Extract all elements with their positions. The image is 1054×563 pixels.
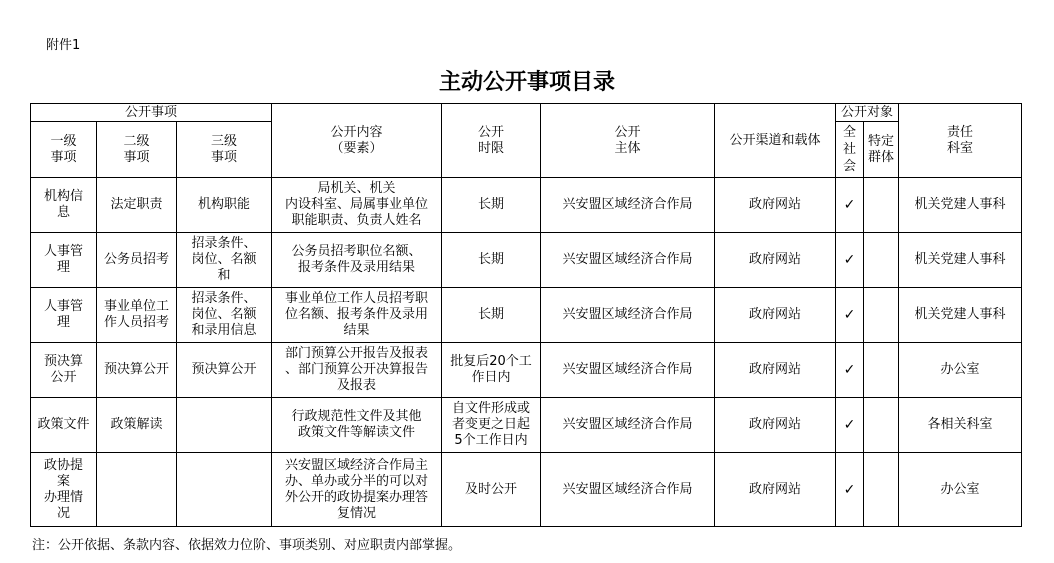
target-specific-cell: [864, 453, 899, 527]
header-channel: 公开渠道和载体: [715, 104, 836, 178]
level2-cell: 公务员招考: [97, 233, 177, 288]
dept-cell: 办公室: [899, 343, 1022, 398]
target-specific-cell: [864, 288, 899, 343]
subject-cell: 兴安盟区域经济合作局: [541, 398, 715, 453]
time-limit-cell: 批复后20个工 作日内: [442, 343, 541, 398]
header-content: 公开内容 （要素）: [272, 104, 442, 178]
level3-cell: 招录条件、 岗位、名额 和录用信息: [177, 288, 272, 343]
header-group-items: 公开事项: [31, 104, 272, 122]
target-all-check: ✓: [836, 233, 864, 288]
content-cell: 公务员招考职位名额、 报考条件及录用结果: [272, 233, 442, 288]
level1-cell: 人事管 理: [31, 288, 97, 343]
page-title: 主动公开事项目录: [438, 69, 615, 95]
channel-cell: 政府网站: [715, 233, 836, 288]
target-all-check: ✓: [836, 178, 864, 233]
table-row: [31, 343, 1022, 398]
level2-cell: 预决算公开: [97, 343, 177, 398]
table-row: [31, 233, 1022, 288]
dept-cell: 机关党建人事科: [899, 233, 1022, 288]
target-all-check: ✓: [836, 453, 864, 527]
content-cell: 行政规范性文件及其他 政策文件等解读文件: [272, 398, 442, 453]
channel-cell: 政府网站: [715, 398, 836, 453]
time-limit-cell: 自文件形成或 者变更之日起 5个工作日内: [442, 398, 541, 453]
content-cell: 事业单位工作人员招考职 位名额、报考条件及录用 结果: [272, 288, 442, 343]
level3-cell: [177, 398, 272, 453]
subject-cell: 兴安盟区域经济合作局: [541, 233, 715, 288]
level3-cell: 机构职能: [177, 178, 272, 233]
header-level2: 二级 事项: [97, 122, 177, 178]
level3-cell: 预决算公开: [177, 343, 272, 398]
level2-cell: 法定职责: [97, 178, 177, 233]
dept-cell: 机关党建人事科: [899, 288, 1022, 343]
time-limit-cell: 长期: [442, 288, 541, 343]
header-dept: 责任 科室: [899, 104, 1022, 178]
level3-cell: 招录条件、 岗位、名额 和: [177, 233, 272, 288]
target-specific-cell: [864, 398, 899, 453]
table-row: [31, 398, 1022, 453]
header-level3: 三级 事项: [177, 122, 272, 178]
target-specific-cell: [864, 343, 899, 398]
time-limit-cell: 长期: [442, 178, 541, 233]
table-row: [31, 288, 1022, 343]
table-row: [31, 453, 1022, 527]
level1-cell: 人事管 理: [31, 233, 97, 288]
level3-cell: [177, 453, 272, 527]
subject-cell: 兴安盟区域经济合作局: [541, 178, 715, 233]
level2-cell: [97, 453, 177, 527]
content-cell: 部门预算公开报告及报表 、部门预算公开决算报告 及报表: [272, 343, 442, 398]
header-row: [31, 104, 1022, 122]
level1-cell: 政策文件: [31, 398, 97, 453]
footnote: 注：公开依据、条款内容、依据效力位阶、事项类别、对应职责内部掌握。: [32, 538, 462, 553]
target-all-check: ✓: [836, 343, 864, 398]
level2-cell: 政策解读: [97, 398, 177, 453]
dept-cell: 机关党建人事科: [899, 178, 1022, 233]
target-specific-cell: [864, 178, 899, 233]
channel-cell: 政府网站: [715, 178, 836, 233]
level1-cell: 预决算 公开: [31, 343, 97, 398]
header-subject: 公开 主体: [541, 104, 715, 178]
table-body: [31, 178, 1022, 527]
target-all-check: ✓: [836, 398, 864, 453]
subject-cell: 兴安盟区域经济合作局: [541, 288, 715, 343]
header-target-group: 公开对象: [836, 104, 899, 122]
level2-cell: 事业单位工 作人员招考: [97, 288, 177, 343]
level1-cell: 政协提 案 办理情 况: [31, 453, 97, 527]
attachment-label: 附件1: [46, 38, 81, 53]
header-level1: 一级 事项: [31, 122, 97, 178]
disclosure-table: [30, 103, 1022, 527]
table-row: [31, 178, 1022, 233]
time-limit-cell: 及时公开: [442, 453, 541, 527]
target-all-check: ✓: [836, 288, 864, 343]
subject-cell: 兴安盟区域经济合作局: [541, 453, 715, 527]
dept-cell: 办公室: [899, 453, 1022, 527]
dept-cell: 各相关科室: [899, 398, 1022, 453]
level1-cell: 机构信 息: [31, 178, 97, 233]
header-target-all: 全 社 会: [836, 122, 864, 178]
time-limit-cell: 长期: [442, 233, 541, 288]
header-time-limit: 公开 时限: [442, 104, 541, 178]
content-cell: 兴安盟区域经济合作局主 办、单办或分半的可以对 外公开的政协提案办理答 复情况: [272, 453, 442, 527]
header-target-specific: 特定 群体: [864, 122, 899, 178]
subject-cell: 兴安盟区域经济合作局: [541, 343, 715, 398]
channel-cell: 政府网站: [715, 288, 836, 343]
channel-cell: 政府网站: [715, 453, 836, 527]
target-specific-cell: [864, 233, 899, 288]
content-cell: 局机关、机关 内设科室、局属事业单位 职能职责、负责人姓名: [272, 178, 442, 233]
channel-cell: 政府网站: [715, 343, 836, 398]
